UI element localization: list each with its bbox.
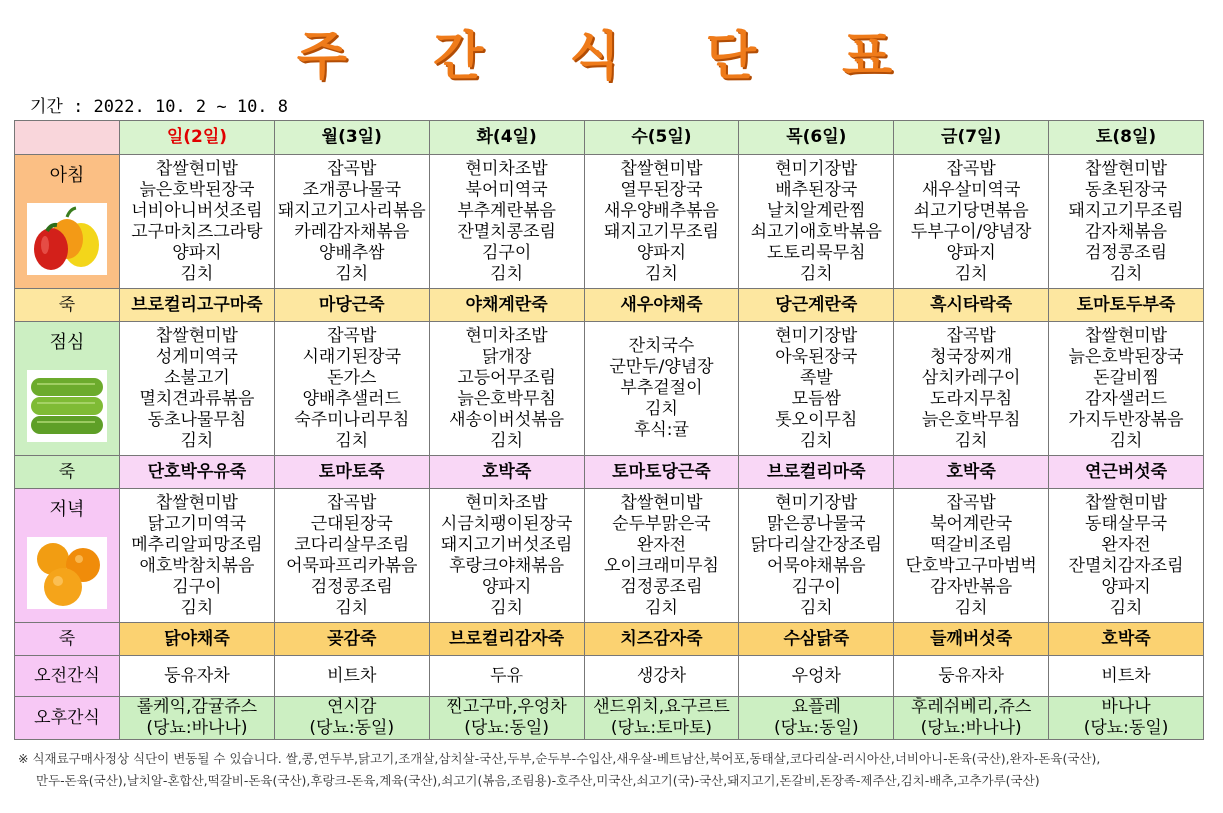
- snack-cell: 생강차: [584, 656, 739, 697]
- porridge-cell: 토마토두부죽: [1049, 289, 1204, 322]
- dish-item: 닭고기미역국: [147, 513, 247, 534]
- dish-item: (당뇨:토마토): [610, 718, 712, 738]
- menu-cell: [739, 155, 894, 289]
- menu-cell: [584, 489, 739, 623]
- dish-item: 카레감자채볶음: [294, 221, 410, 242]
- lunch-label: 점심: [49, 332, 85, 353]
- dish-item: (당뇨:동일): [1083, 718, 1169, 738]
- dish-item: 김치: [799, 263, 833, 284]
- dish-item: 너비아니버섯조림: [131, 200, 263, 221]
- porridge-cell: 수삼닭죽: [739, 623, 894, 656]
- dish-item: 김치: [954, 430, 988, 451]
- porridge-cell: 흑시타락죽: [894, 289, 1049, 322]
- menu-cell: [1049, 489, 1204, 623]
- dish-item: 잡곡밥: [946, 325, 996, 346]
- dish-item: 시금치팽이된장국: [440, 513, 573, 534]
- dish-item: 현미기장밥: [775, 492, 858, 513]
- dish-item: 현미차조밥: [465, 325, 548, 346]
- dish-item: 메추리알피망조림: [131, 534, 263, 555]
- dish-item: 찹쌀현미밥: [1084, 158, 1168, 179]
- dish-item: 근대된장국: [310, 513, 393, 534]
- dish-item: 찹쌀현미밥: [155, 492, 238, 513]
- breakfast-porridge-row: [15, 289, 1204, 322]
- lunch-row: [15, 322, 1204, 456]
- day-header: 금(7일): [894, 121, 1049, 155]
- dish-item: 배추된장국: [775, 179, 858, 200]
- bell-pepper-image: [27, 203, 107, 275]
- snack-cell: 둥유자차: [894, 656, 1049, 697]
- porridge-cell: 브로컬리고구마죽: [120, 289, 275, 322]
- dish-item: (당뇨:동일): [773, 718, 859, 738]
- menu-cell: [429, 489, 584, 623]
- dish-item: (당뇨:동일): [309, 718, 395, 738]
- dinner-label-cell: [15, 489, 120, 623]
- dish-item: 부추계란볶음: [457, 200, 556, 221]
- dish-item: 찐고구마,우엉차: [446, 697, 567, 717]
- dish-item: 고구마치즈그라탕: [131, 221, 263, 242]
- dish-item: 김치: [335, 263, 369, 284]
- dish-item: 김치: [490, 597, 524, 618]
- porridge-cell: 단호박우유죽: [120, 456, 275, 489]
- tangerine-image: [27, 537, 107, 609]
- dish-item: 김치: [180, 263, 214, 284]
- dish-item: 찹쌀현미밥: [155, 158, 238, 179]
- porridge-cell: 호박죽: [894, 456, 1049, 489]
- porridge-cell: 당근계란죽: [739, 289, 894, 322]
- dish-item: 잔멸치감자조림: [1068, 555, 1184, 576]
- dish-item: 순두부맑은국: [612, 513, 711, 534]
- dish-item: 감자반볶음: [930, 576, 1013, 597]
- dish-item: 늙은호박된장국: [139, 179, 255, 200]
- snack-cell: [1049, 697, 1204, 740]
- menu-cell: [274, 489, 429, 623]
- snack-cell: 비트차: [1049, 656, 1204, 697]
- menu-cell: [894, 322, 1049, 456]
- am-snack-row: [15, 656, 1204, 697]
- porridge-cell: 야채계란죽: [429, 289, 584, 322]
- page-title: 주 간 식 단 표: [296, 27, 927, 87]
- dish-item: 바나나: [1101, 697, 1151, 717]
- day-header: 수(5일): [584, 121, 739, 155]
- dish-item: 숙주미나리무침: [294, 409, 410, 430]
- day-header: 일(2일): [120, 121, 275, 155]
- dish-item: 김치: [490, 263, 524, 284]
- dish-item: 양파지: [172, 242, 222, 263]
- dish-item: 요플레: [791, 697, 841, 717]
- dish-item: 북어미역국: [465, 179, 548, 200]
- dish-item: 김구이: [172, 576, 222, 597]
- dish-item: 돼지고기고사리볶음: [277, 200, 426, 221]
- menu-cell: [274, 155, 429, 289]
- dish-item: 김치: [335, 597, 369, 618]
- dish-item: 도라지무침: [930, 388, 1013, 409]
- menu-cell: [120, 322, 275, 456]
- dish-item: 검정콩조림: [1084, 242, 1168, 263]
- porridge-cell: 호박죽: [1049, 623, 1204, 656]
- porridge-cell: 마당근죽: [274, 289, 429, 322]
- dish-item: 김치: [645, 263, 678, 284]
- dish-item: 부추겉절이: [620, 378, 703, 398]
- dish-item: 완자전: [636, 534, 687, 555]
- dish-item: 김치: [1109, 430, 1143, 451]
- dish-item: 고등어무조림: [457, 367, 556, 388]
- dish-item: 잡곡밥: [327, 492, 377, 513]
- dinner-label: 저녁: [49, 499, 85, 520]
- dish-item: 김구이: [481, 242, 532, 263]
- dish-item: 김치: [1109, 597, 1143, 618]
- footnote-line: 만두-돈육(국산),날치알-혼합산,떡갈비-돈육(국산),후랑크-돈육,계육(국산),쇠고기(볶음,조림용)-호주산,미국산,쇠고기(국)-국산,돼지고기,돈갈비,돈장족-제주산,김치-배추,고추가루(국산): [36, 773, 1040, 788]
- dish-item: 찹쌀현미밥: [620, 158, 703, 179]
- menu-cell: [739, 489, 894, 623]
- pm-snack-row: [15, 697, 1204, 740]
- dish-item: (당뇨:바나나): [146, 718, 248, 738]
- dish-item: 잡곡밥: [946, 492, 996, 513]
- snack-cell: [429, 697, 584, 740]
- dish-item: 톳오이무침: [775, 409, 858, 430]
- dish-item: 양파지: [1101, 576, 1151, 597]
- dish-item: 열무된장국: [620, 179, 703, 200]
- dish-item: 애호박참치볶음: [139, 555, 255, 576]
- dish-item: 잔치국수: [628, 336, 695, 356]
- dish-item: 돈갈비찜: [1093, 367, 1159, 388]
- menu-cell: [120, 155, 275, 289]
- snack-cell: [120, 697, 275, 740]
- dish-item: 양파지: [636, 242, 687, 263]
- dish-item: 샌드위치,요구르트: [593, 697, 730, 717]
- menu-cell: [894, 489, 1049, 623]
- dish-item: 코다리살무조림: [294, 534, 410, 555]
- dish-item: 잡곡밥: [327, 158, 377, 179]
- dish-item: 어묵파프리카볶음: [286, 555, 418, 576]
- dish-item: 늙은호박무침: [921, 409, 1021, 430]
- dish-item: 양배추쌈: [318, 242, 385, 263]
- dish-item: 어묵야채볶음: [767, 555, 866, 576]
- dish-item: 북어계란국: [930, 513, 1013, 534]
- dish-item: 후식:귤: [633, 420, 689, 440]
- dish-item: 찹쌀현미밥: [155, 325, 238, 346]
- dish-item: 김치: [799, 430, 833, 451]
- dish-item: 잔멸치콩조림: [457, 221, 556, 242]
- menu-cell: [894, 155, 1049, 289]
- dish-item: 완자전: [1101, 534, 1151, 555]
- dish-item: 소불고기: [164, 367, 230, 388]
- lunch-porridge-row: [15, 456, 1204, 489]
- dish-item: 오이크래미무침: [603, 555, 719, 576]
- dish-item: 쇠고기애호박볶음: [750, 221, 882, 242]
- cucumber-image: [27, 370, 107, 442]
- dish-item: (당뇨:바나나): [920, 718, 1022, 738]
- dish-item: 시래기된장국: [302, 346, 402, 367]
- dish-item: 감자샐러드: [1084, 388, 1168, 409]
- dish-item: 새우양배추볶음: [603, 200, 719, 221]
- dish-item: (당뇨:동일): [464, 718, 549, 738]
- corner-cell: [15, 121, 120, 155]
- pm-snack-label: 오후간식: [15, 697, 120, 740]
- dish-item: 연시감: [327, 697, 377, 717]
- dish-item: 떡갈비조림: [930, 534, 1013, 555]
- porridge-cell: 호박죽: [429, 456, 584, 489]
- dish-item: 양파지: [946, 242, 996, 263]
- dish-item: 양파지: [481, 576, 532, 597]
- breakfast-label: 아침: [49, 165, 85, 186]
- dish-item: 찹쌀현미밥: [620, 492, 703, 513]
- day-header: 토(8일): [1049, 121, 1204, 155]
- dish-item: 도토리묵무침: [767, 242, 866, 263]
- dish-item: 잡곡밥: [327, 325, 377, 346]
- dish-item: 검정콩조림: [310, 576, 393, 597]
- dish-item: 동태살무국: [1084, 513, 1168, 534]
- dish-item: 새송이버섯볶음: [449, 409, 565, 430]
- dish-item: 조개콩나물국: [302, 179, 402, 200]
- dish-item: 김치: [799, 597, 833, 618]
- dish-item: 김치: [180, 597, 214, 618]
- dish-item: 후레쉬베리,쥬스: [910, 697, 1032, 717]
- porridge-cell: 브로컬리감자죽: [429, 623, 584, 656]
- dish-item: 김치: [335, 430, 369, 451]
- weekly-menu-table: [14, 120, 1204, 740]
- dish-item: 맑은콩나물국: [767, 513, 866, 534]
- snack-cell: 비트차: [274, 656, 429, 697]
- dish-item: 청국장찌개: [930, 346, 1013, 367]
- breakfast-row: [15, 155, 1204, 289]
- dish-item: 삼치카레구이: [921, 367, 1021, 388]
- snack-cell: [584, 697, 739, 740]
- dish-item: 동초나물무침: [147, 409, 247, 430]
- menu-cell: [739, 322, 894, 456]
- dish-item: 김구이: [791, 576, 841, 597]
- dish-item: 늙은호박무침: [457, 388, 556, 409]
- dish-item: 롤케익,감귤쥬스: [136, 697, 258, 717]
- porridge-cell: 토마토당근죽: [584, 456, 739, 489]
- dish-item: 잡곡밥: [946, 158, 996, 179]
- dish-item: 돼지고기무조림: [1068, 200, 1184, 221]
- dish-item: 단호박고구마범벅: [905, 555, 1037, 576]
- porridge-cell: 들깨버섯죽: [894, 623, 1049, 656]
- dish-item: 가지두반장볶음: [1068, 409, 1184, 430]
- snack-cell: 우엉차: [739, 656, 894, 697]
- dish-item: 멸치견과류볶음: [139, 388, 255, 409]
- menu-cell: [584, 322, 739, 456]
- menu-cell: [429, 155, 584, 289]
- menu-cell: [584, 155, 739, 289]
- dish-item: 새우살미역국: [921, 179, 1021, 200]
- porridge-cell: 연근버섯죽: [1049, 456, 1204, 489]
- dish-item: 현미기장밥: [775, 158, 858, 179]
- dish-item: 현미차조밥: [465, 158, 548, 179]
- dish-item: 김치: [490, 430, 524, 451]
- am-snack-label: 오전간식: [15, 656, 120, 697]
- footnote: [18, 748, 1208, 792]
- dish-item: 성게미역국: [155, 346, 238, 367]
- dish-item: 김치: [954, 597, 988, 618]
- dish-item: 두부구이/양념장: [910, 221, 1032, 242]
- porridge-cell: 치즈감자죽: [584, 623, 739, 656]
- dish-item: 닭개장: [481, 346, 532, 367]
- dinner-row: [15, 489, 1204, 623]
- dish-item: 닭다리살간장조림: [750, 534, 882, 555]
- porridge-cell: 곶감죽: [274, 623, 429, 656]
- menu-cell: [429, 322, 584, 456]
- dish-item: 후랑크야채볶음: [449, 555, 565, 576]
- dish-item: 김치: [1109, 263, 1143, 284]
- porridge-label: 죽: [15, 623, 120, 656]
- porridge-cell: 토마토죽: [274, 456, 429, 489]
- porridge-cell: 새우야채죽: [584, 289, 739, 322]
- dish-item: 김치: [180, 430, 214, 451]
- dish-item: 돈가스: [327, 367, 377, 388]
- day-header: 목(6일): [739, 121, 894, 155]
- dish-item: 모듬쌈: [791, 388, 841, 409]
- day-header: 월(3일): [274, 121, 429, 155]
- dish-item: 돼지고기무조림: [603, 221, 719, 242]
- dish-item: 돼지고기버섯조림: [440, 534, 573, 555]
- menu-cell: [1049, 155, 1204, 289]
- dish-item: 찹쌀현미밥: [1084, 492, 1168, 513]
- dish-item: 늙은호박된장국: [1068, 346, 1184, 367]
- lunch-label-cell: [15, 322, 120, 456]
- dish-item: 족발: [799, 367, 833, 388]
- dish-item: 찹쌀현미밥: [1084, 325, 1168, 346]
- snack-cell: [274, 697, 429, 740]
- dish-item: 동초된장국: [1084, 179, 1168, 200]
- dish-item: 김치: [954, 263, 988, 284]
- porridge-cell: 닭야채죽: [120, 623, 275, 656]
- breakfast-label-cell: [15, 155, 120, 289]
- day-header: 화(4일): [429, 121, 584, 155]
- dish-item: 현미기장밥: [775, 325, 858, 346]
- dish-item: 김치: [645, 399, 678, 419]
- porridge-cell: 브로컬리마죽: [739, 456, 894, 489]
- dish-item: 날치알계란찜: [767, 200, 866, 221]
- header-row: [15, 121, 1204, 155]
- dish-item: 양배추샐러드: [302, 388, 402, 409]
- snack-cell: [739, 697, 894, 740]
- dish-item: 아욱된장국: [775, 346, 858, 367]
- snack-cell: [894, 697, 1049, 740]
- dish-item: 김치: [645, 597, 678, 618]
- dish-item: 현미차조밥: [465, 492, 548, 513]
- dish-item: 감자채볶음: [1084, 221, 1168, 242]
- dinner-porridge-row: [15, 623, 1204, 656]
- porridge-label: 죽: [15, 289, 120, 322]
- dish-item: 검정콩조림: [620, 576, 703, 597]
- dish-item: 쇠고기당면볶음: [913, 200, 1029, 221]
- snack-cell: 두유: [429, 656, 584, 697]
- menu-cell: [120, 489, 275, 623]
- footnote-line: ※ 식재료구매사정상 식단이 변동될 수 있습니다. 쌀,콩,연두부,닭고기,조개살,삼치살-국산,두부,순두부-수입산,새우살-베트남산,북어포,동태살,코다리살-러시아산,너비아니-돈육(국산),완자-돈육(국산),: [18, 751, 1101, 766]
- snack-cell: 둥유자차: [120, 656, 275, 697]
- menu-cell: [274, 322, 429, 456]
- period-label: 기간 : 2022. 10. 2 ~ 10. 8: [30, 97, 289, 117]
- porridge-label: 죽: [15, 456, 120, 489]
- menu-cell: [1049, 322, 1204, 456]
- dish-item: 군만두/양념장: [609, 357, 714, 377]
